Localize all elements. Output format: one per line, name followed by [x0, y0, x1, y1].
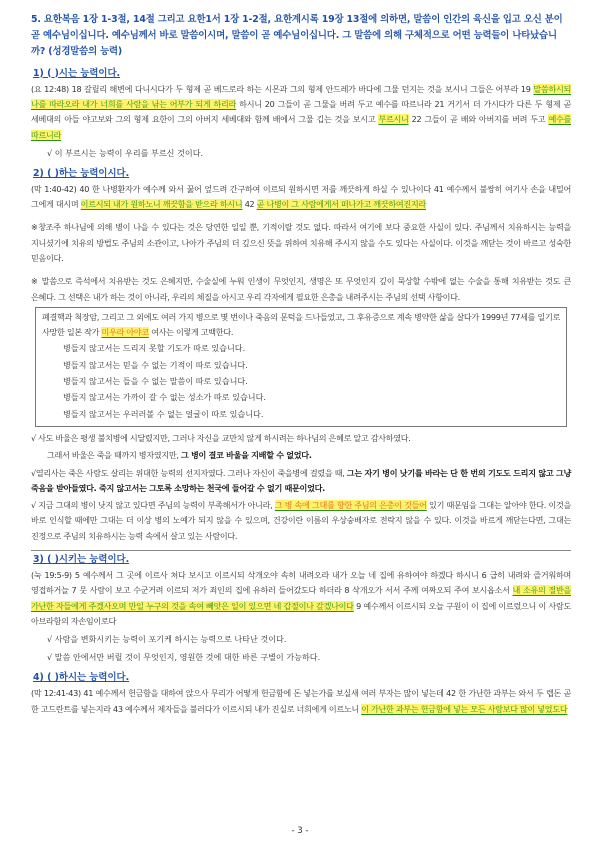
highlight-phrase: 이르시되 내가 원하노니 깨끗함을 받으라 하시니 — [80, 199, 243, 210]
quote-box — [35, 307, 567, 427]
section-2-note-1: ※창조주 하나님에 의해 병이 나을 수 있다는 것은 당연한 일일 뿐, 기적이랄 것도 없다. 따라서 여기에 보다 중요한 사실이 있다. 주님께서 치유하시는 능력을 지니셨기에 치유의 방법도 주님의 소관이고, 나아가 주님의 더 깊으신 뜻을 위하여 치유해 주시지 않을 수도 있다는 사실이다. 이것을 깨닫는 것이 바르고 성숙한 믿음이다. — [31, 222, 571, 263]
healing-note: √ 지금 그대의 병이 낫지 않고 있다면 주님의 능력이 부족해서가 아니라, 그 병 속에 그대를 향한 주님의 은총이 깃들어 있기 때문임을 그대는 알아야 한다. 이것을 바로 인식할 때에만 그대는 더 이상 병의 노예가 되지 않을 수 있으며, 건강이란 이름의 우상숭배자로 전락지 않을 수 있다. 이것을 바르게 깨닫는다면, 그대는 진정으로 주님의 치유하시는 능력 속에서 살고 있는 사람이다. — [31, 500, 572, 541]
author-name: 미우라 아야코 — [101, 327, 149, 338]
section-4-title: 4) ( )하시는 능력이다. — [33, 672, 130, 684]
paul-note-2: 그래서 바울은 죽을 때까지 병자였지만, 그 병이 결코 바울을 지배할 수 없었다. — [47, 450, 312, 461]
section-4-scripture: (막 12:41-43) 41 예수께서 헌금함을 대하여 앉으사 무리가 어떻게 헌금함에 돈 넣는가를 보실새 여러 부자는 많이 넣는데 42 한 가난한 과부는 와서 두 렙돈 곧 한 고드란트를 넣는지라 43 예수께서 제자들을 불러다가 이르시되 내가 진실로 너희에게 이르노니 이 가난한 과부는 헌금함에 넣는 모든 사람보다 많이 넣었도다 — [31, 688, 571, 714]
section-1-title: 1) ( )시는 능력이다. — [33, 67, 121, 79]
section-2-note-2: ※ 말씀으로 즉석에서 치유받는 것도 은혜지만, 수술실에 누워 인생이 무엇인지, 생명은 또 무엇인지 깊이 묵상할 수밖에 없는 수술을 통해 치유받는 것도 큰 은혜다. 그 선택은 내가 하는 것이 아니라, 우리의 체질을 아시고 우리 각자에게 필요한 은총을 내려주시는 주님의 선택 사항이다. — [31, 276, 571, 302]
section-1-check: √ 이 부르시는 능력이 우리를 부르신 것이다. — [47, 147, 204, 158]
highlight-phrase: 그 병 속에 그대를 향한 주님의 은총이 깃들어 — [274, 500, 427, 511]
quote-line: 병들지 않고서는 가까이 갈 수 없는 성소가 따로 있습니다. — [63, 392, 266, 403]
quote-line: 병들지 않고서는 드리지 못할 기도가 따로 있습니다. — [63, 343, 246, 354]
quote-line: 병들지 않고서는 들을 수 없는 말씀이 따로 있습니다. — [63, 376, 248, 387]
highlight-phrase: 예수를 따르니라 — [31, 114, 571, 140]
elisha-note: √열리사는 죽은 사람도 살리는 위대한 능력의 선지자였다. 그러나 자신이 죽을병에 걸렸을 때, 그는 자기 병이 낫기를 바라는 단 한 번의 기도도 드리지 않고 그냥 죽음을 받아들였다. 죽지 않고서는 그토록 소망하는 천국에 들어갈 수 없기 때문이었다. — [31, 467, 571, 493]
highlight-phrase: 곧 나병이 그 사람에게서 떠나가고 깨끗하여진지라 — [256, 199, 426, 210]
quote-intro: 폐결핵과 척장암, 그리고 그 외에도 여러 가지 병으로 몇 번이나 죽음의 문턱을 드나들었고, 그 후유증으로 계속 병약한 삶을 살다가 1999년 77세를 일기로 사망한 일본 작가 미우라 아야코 여사는 이렇게 고백한다. — [42, 311, 560, 338]
highlight-phrase: 이 가난한 과부는 헌금함에 넣는 모든 사람보다 많이 넣었도다 — [361, 703, 568, 714]
highlight-phrase: 부르시니 — [378, 114, 409, 125]
quote-line: 병들지 않고서는 믿을 수 없는 기적이 따로 있습니다. — [63, 359, 248, 370]
section-3-title: 3) ( )시키는 능력이다. — [33, 554, 130, 566]
section-2-title: 2) ( )하는 능력이시다. — [33, 167, 130, 179]
page-number: - 3 - — [291, 826, 309, 836]
section-3-scripture: (눅 19:5-9) 5 예수께서 그 곳에 이르사 쳐다 보시고 이르시되 삭개오야 속히 내려오라 내가 오늘 네 집에 유하여야 하겠다 하시니 6 급히 내려와 즐거워하며 영접하거늘 7 뭇 사람이 보고 수군거려 이르되 저가 죄인의 집에 유하러 들어갔도다 하더라 8 삭개오가 서서 주께 여짜오되 주여 보시옵소서 내 소유의 절반을 가난한 자들에게 주겠사오며 만일 누구의 것을 속여 빼앗은 일이 있으면 네 갑절이나 갚겠나이다 9 예수께서 이르시되 오늘 구원이 이 집에 이르렀으니 이 사람도 아브라함의 자손임이로다 — [31, 570, 571, 626]
paul-note: √ 사도 바울은 평생 불치병에 시달렸지만, 그러나 자신을 교만치 않게 하시려는 하나님의 은혜로 알고 감사하였다. — [31, 432, 411, 443]
divider — [31, 550, 571, 551]
question-heading: 5. 요한복음 1장 1-3절, 14절 그리고 요한1서 1장 1-2절, 요한계시록 19장 13절에 의하면, 말씀이 인간의 육신을 입고 오신 분이 곧 예수님이십니다. 예수님께서 바로 말씀이시며, 말씀이 곧 예수님이십니다. 그 말씀에 의해 구체적으로 어떤 능력들이 나타났습니까? (성경말씀의 능력) — [31, 14, 563, 58]
section-1-scripture: (요 12:48) 18 갈릴리 해변에 다니시다가 두 형제 곧 베드로라 하는 시몬과 그의 형제 안드레가 바다에 그물 던지는 것을 보시니 그들은 어부라 19 말씀하시되 나를 따라오라 내가 너희를 사람을 낚는 어부가 되게 하리라 하시니 20 그들이 곧 그물을 버려 두고 예수를 따르니라 21 거기서 더 가시다가 다른 두 형제 곧 세베대의 아들 야고보와 그의 형제 요한이 그의 아버지 세베대와 함께 배에서 그물 깁는 것을 보시고 부르시니 22 그들이 곧 배와 아버지를 버려 두고 예수를 따르니라 — [31, 83, 571, 140]
section-2-scripture: (막 1:40-42) 40 한 나병환자가 예수께 와서 꿇어 엎드려 간구하여 이르되 원하시면 저를 깨끗하게 하실 수 있나이다 41 예수께서 불쌍히 여기사 손을 내밀어 그에게 대시며 이르시되 내가 원하노니 깨끗함을 받으라 하시니 42 곧 나병이 그 사람에게서 떠나가고 깨끗하여진지라 — [31, 183, 571, 210]
highlight-phrase: 내 소유의 절반을 가난한 자들에게 주겠사오며 만일 누구의 것을 속여 빼앗은 일이 있으면 네 갑절이나 갚겠나이다 — [31, 585, 571, 611]
quote-line: 병들지 않고서는 우러러볼 수 없는 얼굴이 따로 있습니다. — [63, 408, 264, 419]
highlight-phrase: 말씀하시되 나를 따라오라 내가 너희를 사람을 낚는 어부가 되게 하리라 — [31, 83, 571, 109]
section-3-check-2: √ 말씀 안에서만 버릴 것이 무엇인지, 영원한 것에 대한 바른 구별이 가능하다. — [47, 652, 321, 663]
section-3-check-1: √ 사람을 변화시키는 능력이 포기케 하시는 능력으로 나타난 것이다. — [47, 634, 287, 645]
